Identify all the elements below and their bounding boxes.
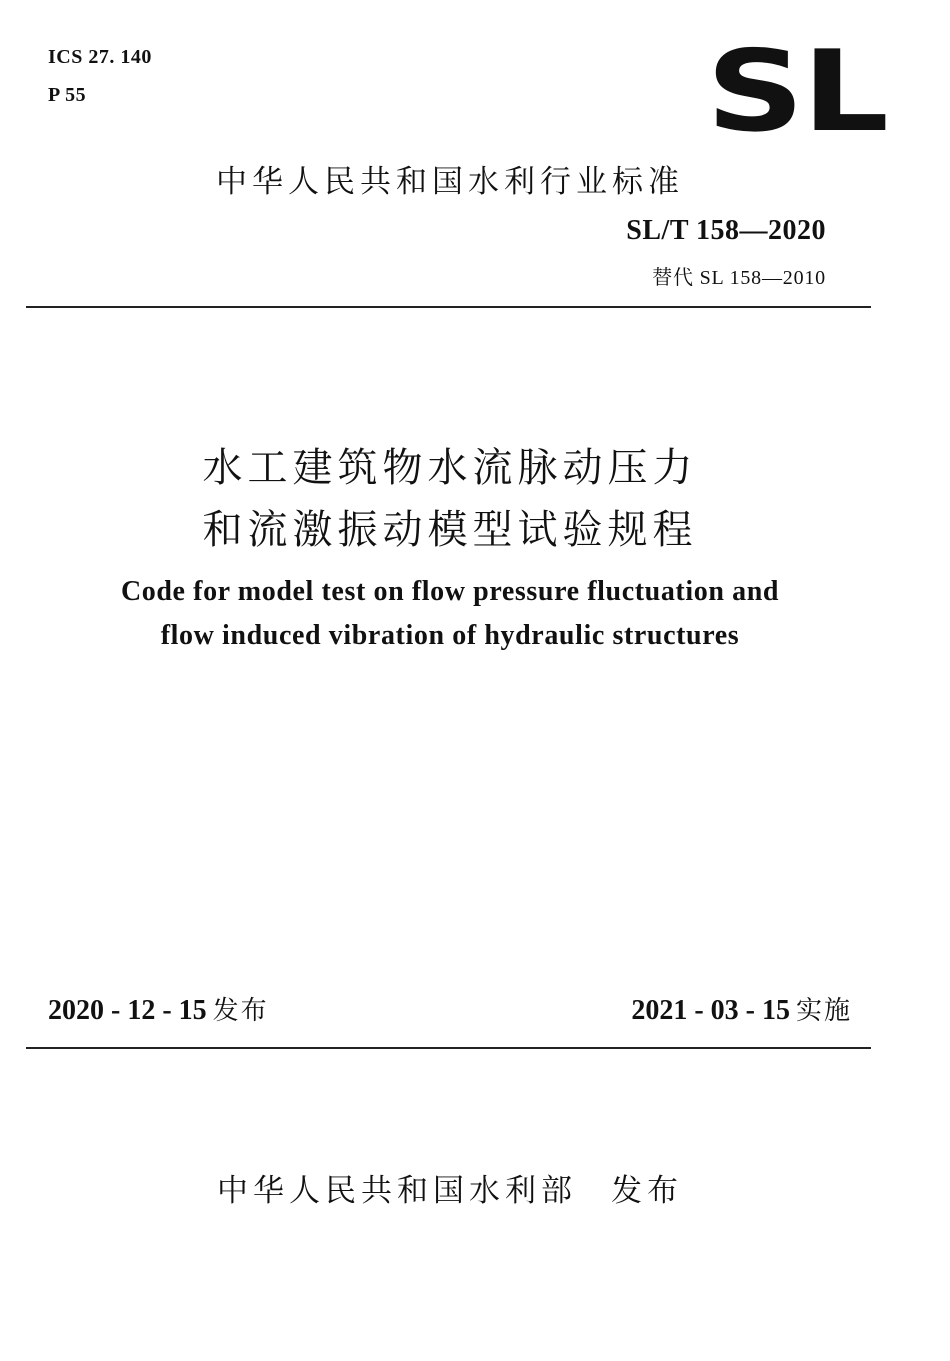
title-cn-line2: 和流激振动模型试验规程 — [202, 507, 698, 553]
implement-date-block — [631, 990, 852, 1027]
replaces-note: 替代 SL 158—2010 — [652, 267, 826, 289]
publish-label: 发布 — [611, 1173, 683, 1209]
ccs-code: P 55 — [48, 84, 87, 106]
top-divider — [26, 306, 871, 308]
title-en-line1: Code for model test on flow pressure fluctuation and — [120, 576, 780, 607]
publisher-name: 中华人民共和国水利部 — [217, 1173, 577, 1209]
standard-number: SL/T 158—2020 — [626, 215, 826, 246]
issue-label: 发布 — [212, 996, 269, 1026]
bottom-divider — [26, 1047, 871, 1049]
title-en-line2: flow induced vibration of hydraulic structures — [160, 620, 740, 651]
standard-type: 中华人民共和国水利行业标准 — [216, 164, 684, 200]
issue-date-block — [48, 990, 269, 1027]
implement-label: 实施 — [795, 996, 852, 1026]
publisher-line — [0, 1165, 900, 1210]
ics-code: ICS 27. 140 — [48, 46, 152, 68]
issue-date: 2020 - 12 - 15 — [48, 995, 207, 1026]
title-cn-line1: 水工建筑物水流脉动压力 — [202, 445, 698, 491]
sl-logo: SL — [706, 27, 887, 157]
implement-date: 2021 - 03 - 15 — [631, 995, 790, 1026]
